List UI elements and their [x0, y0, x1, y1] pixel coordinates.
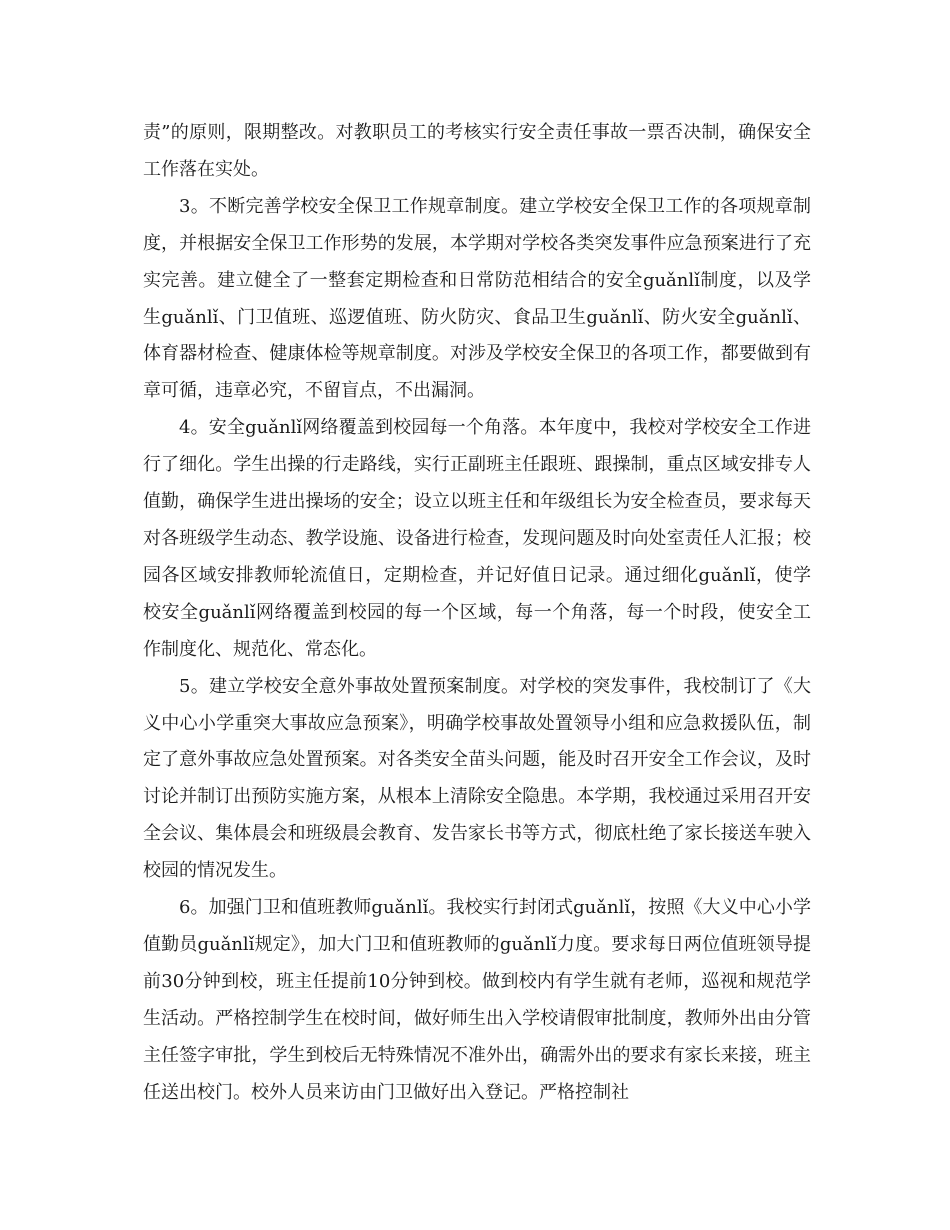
paragraph-5: 6。加强门卫和值班教师guǎnlǐ。我校实行封闭式guǎnlǐ，按照《大义中心小学值勤员guǎnlǐ规定》，加大门卫和值班教师的guǎnlǐ力度。要求每日两位值班领导提前30分钟到校，班主任提前10分钟到校。做到校内有学生就有老师，巡视和规范学生活动。严格控制学生在校时间，做好师生出入学校请假审批制度，教师外出由分管主任签字审批，学生到校后无特殊情况不准外出，确需外出的要求有家长来接，班主任送出校门。校外人员来访由门卫做好出入登记。严格控制社	[143, 897, 811, 1103]
paragraph-1: 责”的原则，限期整改。对教职员工的考核实行安全责任事故一票否决制，确保安全工作落在实处。	[143, 122, 811, 180]
paragraph-4: 5。建立学校安全意外事故处置预案制度。对学校的突发事件，我校制订了《大义中心小学重突大事故应急预案》，明确学校事故处置领导小组和应急救援队伍，制定了意外事故应急处置预案。对各类安全苗头问题，能及时召开安全工作会议，及时讨论并制订出预防实施方案，从根本上清除安全隐患。本学期，我校通过采用召开安全会议、集体晨会和班级晨会教育、发告家长书等方式，彻底杜绝了家长接送车驶入校园的情况发生。	[143, 675, 811, 882]
paragraph-2: 3。不断完善学校安全保卫工作规章制度。建立学校安全保卫工作的各项规章制度，并根据安全保卫工作形势的发展，本学期对学校各类突发事件应急预案进行了充实完善。建立健全了一整套定期检查和日常防范相结合的安全guǎnlǐ制度，以及学生guǎnlǐ、门卫值班、巡逻值班、防火防灾、食品卫生guǎnlǐ、防火安全guǎnlǐ、体育器材检查、健康体检等规章制度。对涉及学校安全保卫的各项工作，都要做到有章可循，违章必究，不留盲点，不出漏洞。	[143, 195, 811, 402]
document-body	[143, 115, 811, 1111]
paragraph-3: 4。安全guǎnlǐ网络覆盖到校园每一个角落。本年度中，我校对学校安全工作进行了细化。学生出操的行走路线，实行正副班主任跟班、跟操制，重点区域安排专人值勤，确保学生进出操场的安全；设立以班主任和年级组长为安全检查员，要求每天对各班级学生动态、教学设施、设备进行检查，发现问题及时向处室责任人汇报；校园各区域安排教师轮流值日，定期检查，并记好值日记录。通过细化guǎnlǐ，使学校安全guǎnlǐ网络覆盖到校园的每一个区域，每一个角落，每一个时段，使安全工作制度化、规范化、常态化。	[143, 417, 811, 660]
